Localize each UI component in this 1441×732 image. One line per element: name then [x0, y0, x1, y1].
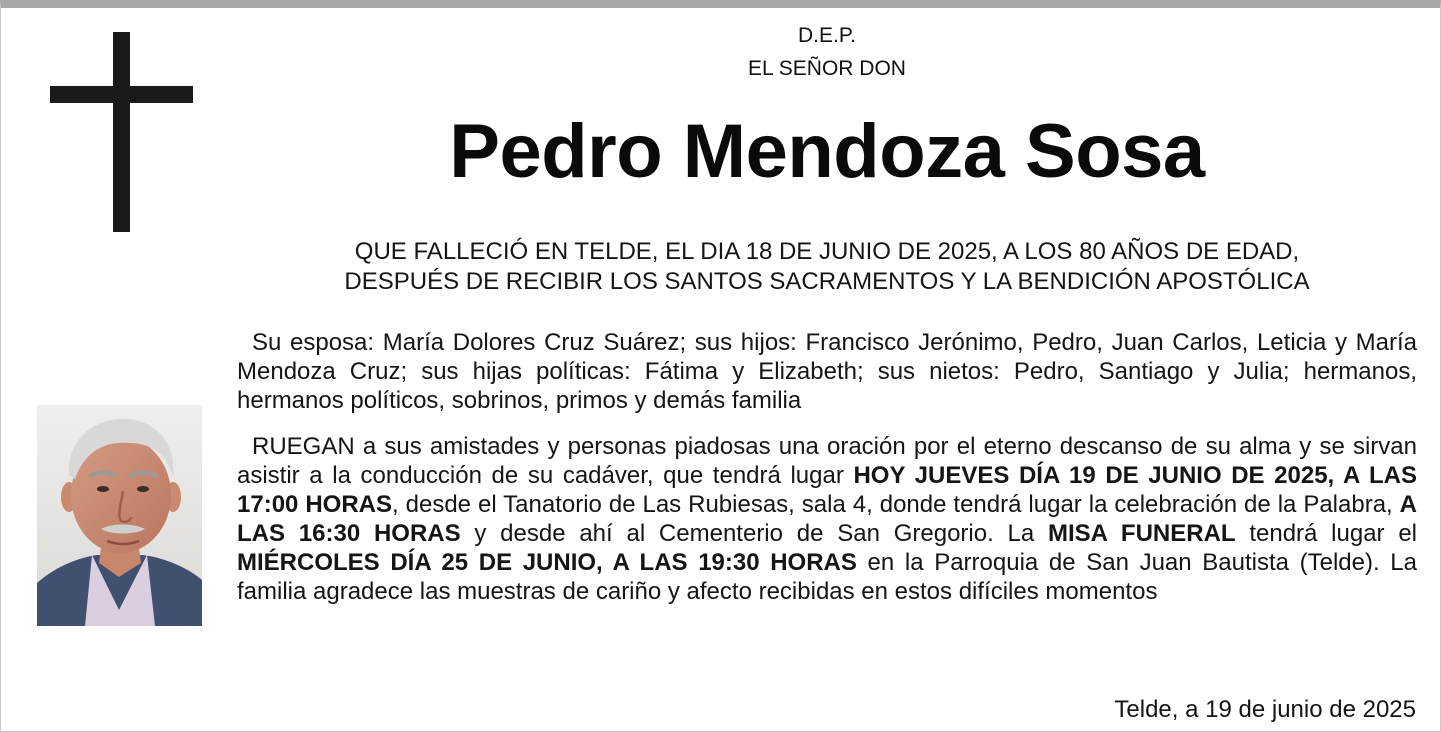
word-celebration-time: A LAS 16:30 HORAS — [237, 491, 1418, 547]
request-text-4: tendrá lugar el — [1235, 520, 1417, 547]
death-notice-line-1: QUE FALLECIÓ EN TELDE, EL DIA 18 DE JUNIO DE 2025, A LOS 80 AÑOS DE EDAD, — [354, 238, 1300, 265]
request-text-3: y desde ahí al Cementerio de San Gregorio. La — [460, 520, 1049, 547]
request-text-1: RUEGAN a sus amistades y personas piadosas una oración por el eterno descanso de su alma y se sirvan asistir a la conducción de su cadáver, que tendrá lugar — [237, 433, 1417, 489]
request-text-5: en la Parroquia de San Juan Bautista (Telde). La familia agradece las muestras de cariño y afecto recibidas en estos difíciles momentos — [237, 549, 1417, 605]
deceased-portrait — [37, 405, 202, 626]
cross-horizontal-bar — [50, 86, 193, 103]
death-notice — [237, 237, 1417, 297]
honorific-line: EL SEÑOR DON — [748, 57, 906, 80]
cross-vertical-bar — [113, 32, 130, 232]
request-paragraph — [237, 432, 1417, 606]
death-notice-line-2: DESPUÉS DE RECIBIR LOS SANTOS SACRAMENTOS Y LA BENDICIÓN APOSTÓLICA — [344, 268, 1310, 295]
request-text-2: , desde el Tanatorio de Las Rubiesas, sala 4, donde tendrá lugar la celebración de la Palabra, — [392, 491, 1400, 518]
dep-heading: D.E.P. — [798, 24, 856, 47]
place-and-date: Telde, a 19 de junio de 2025 — [1114, 696, 1416, 723]
family-paragraph: Su esposa: María Dolores Cruz Suárez; sus hijos: Francisco Jerónimo, Pedro, Juan Carlos, Leticia y María Mendoza Cruz; sus hijas políticas: Fátima y Elizabeth; sus nietos: Pedro, Santiago y Julia; hermanos, hermanos políticos, sobrinos, primos y demás familia — [237, 329, 1417, 414]
funeral-mass-datetime: MIÉRCOLES DÍA 25 DE JUNIO, A LAS 19:30 HORAS — [237, 549, 857, 576]
procession-datetime: HOY JUEVES DÍA 19 DE JUNIO DE 2025, A LAS 17:00 HORAS — [237, 462, 1417, 518]
deceased-name: Pedro Mendoza Sosa — [449, 109, 1205, 194]
cross-icon — [50, 32, 193, 232]
funeral-mass-label: MISA FUNERAL — [1048, 520, 1236, 547]
